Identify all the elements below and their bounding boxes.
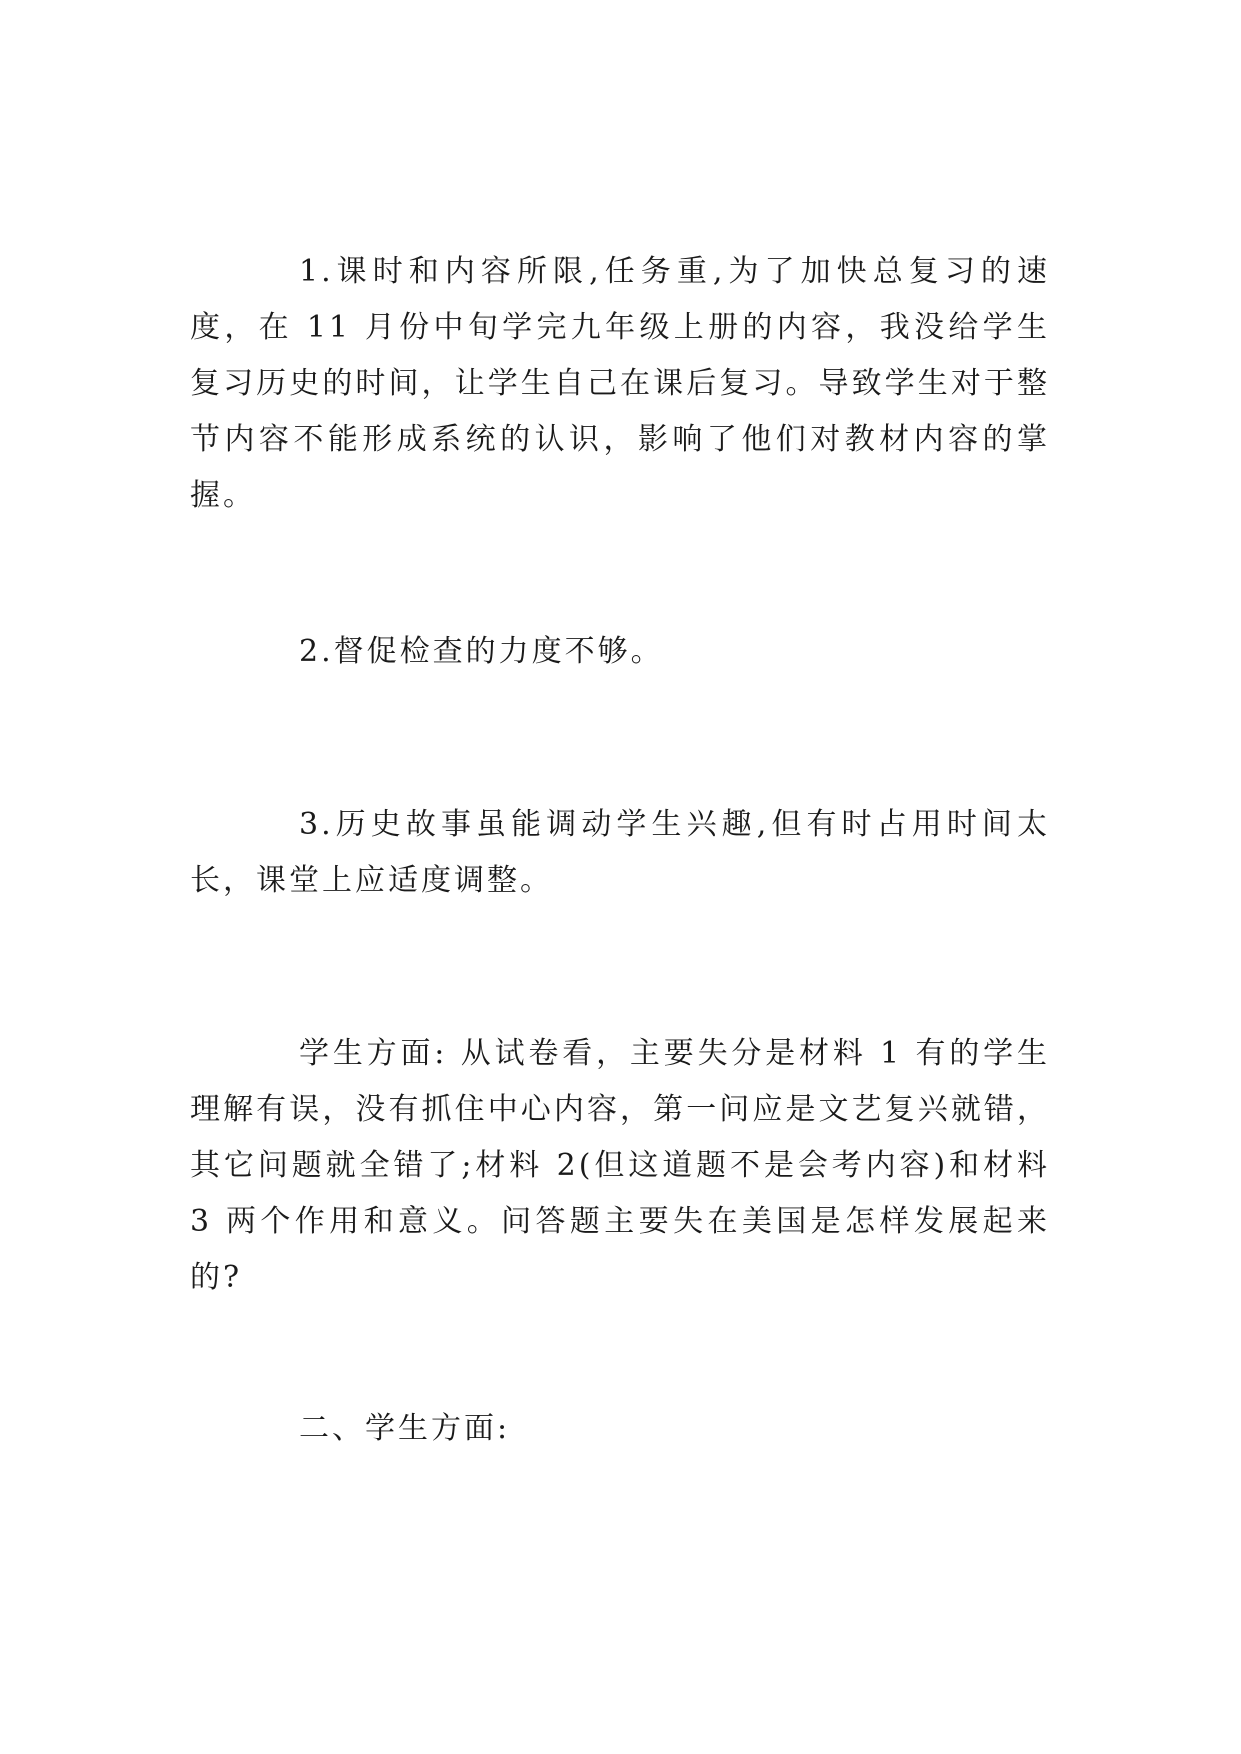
paragraph-teaching-issue-2: 2.督促检查的力度不够。 <box>299 634 664 669</box>
paragraph-teaching-issue-3: 3.历史故事虽能调动学生兴趣,但有时占用时间太长，课堂上应适度调整。 <box>190 807 1050 898</box>
section-heading-students: 二、学生方面: <box>299 1411 511 1446</box>
paragraph-teaching-issue-1: 1.课时和内容所限,任务重,为了加快总复习的速度，在 11 月份中旬学完九年级上册的内容，我没给学生复习历史的时间，让学生自己在课后复习。导致学生对于整节内容不能形成系统的认识，影响了他们对教材内容的掌握。 <box>190 254 1050 513</box>
paragraph-student-analysis: 学生方面: 从试卷看，主要失分是材料 1 有的学生理解有误，没有抓住中心内容，第一问应是文艺复兴就错，其它问题就全错了;材料 2(但这道题不是会考内容)和材料 3 两个作用和意义。问答题主要失在美国是怎样发展起来的? <box>190 1036 1050 1295</box>
